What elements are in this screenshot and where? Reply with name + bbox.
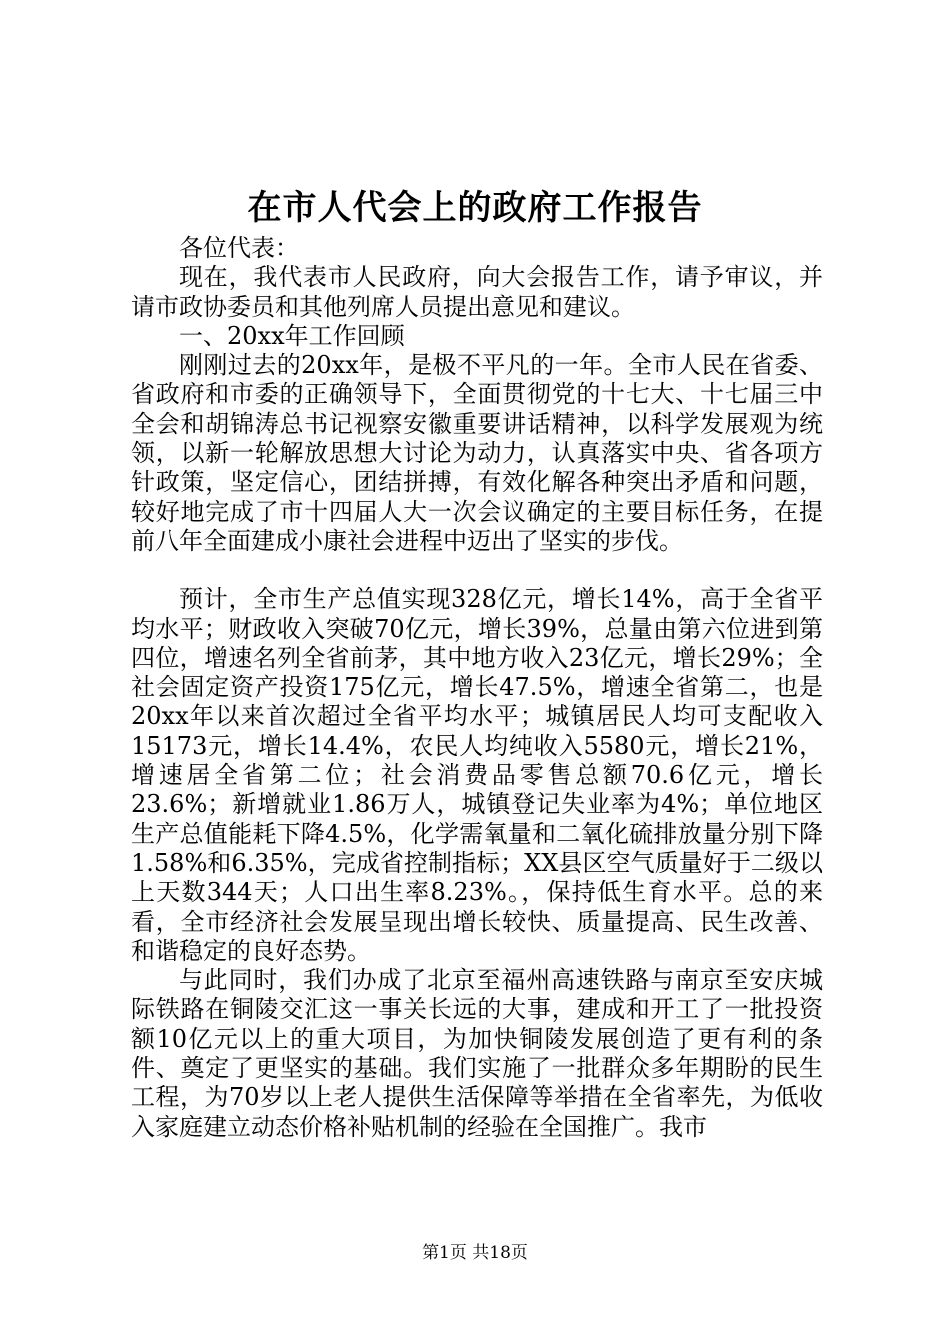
page-number-footer: 第1页 共18页 [422,1243,528,1263]
section-heading: 一、20xx年工作回顾 [179,321,405,350]
document-body [131,234,823,1142]
intro-paragraph: 现在，我代表市人民政府，向大会报告工作，请予审议，并请市政协委员和其他列席人员提出意见和建议。 [131,263,823,321]
document-title: 在市人代会上的政府工作报告 [247,188,703,228]
achievements-paragraph: 与此同时，我们办成了北京至福州高速铁路与南京至安庆城际铁路在铜陵交汇这一事关长远的大事，建成和开工了一批投资额10亿元以上的重大项目，为加快铜陵发展创造了更有利的条件、奠定了更坚实的基础。我们实施了一批群众多年期盼的民生工程，为70岁以上老人提供生活保障等举措在全省率先，为低收入家庭建立动态价格补贴机制的经验在全国推广。我市 [131,966,823,1141]
review-paragraph: 刚刚过去的20xx年，是极不平凡的一年。全市人民在省委、省政府和市委的正确领导下，全面贯彻党的十七大、十七届三中全会和胡锦涛总书记视察安徽重要讲话精神，以科学发展观为统领，以新一轮解放思想大讨论为动力，认真落实中央、省各项方针政策，坚定信心，团结拼搏，有效化解各种突出矛盾和问题，较好地完成了市十四届人大一次会议确定的主要目标任务，在提前八年全面建成小康社会进程中迈出了坚实的步伐。 [131,351,823,555]
statistics-paragraph: 预计，全市生产总值实现328亿元，增长14%，高于全省平均水平；财政收入突破70亿元，增长39%，总量由第六位进到第四位，增速名列全省前茅，其中地方收入23亿元，增长29%；全社会固定资产投资175亿元，增长47.5%，增速全省第二，也是20xx年以来首次超过全省平均水平；城镇居民人均可支配收入15173元，增长14.4%，农民人均纯收入5580元，增长21%，增速居全省第二位；社会消费品零售总额70.6亿元，增长23.6%；新增就业1.86万人，城镇登记失业率为4%；单位地区生产总值能耗下降4.5%，化学需氧量和二氧化硫排放量分别下降1.58%和6.35%，完成省控制指标；XX县区空气质量好于二级以上天数344天；人口出生率8.23%。，保持低生育水平。总的来看，全市经济社会发展呈现出增长较快、质量提高、民生改善、和谐稳定的良好态势。 [131,585,823,965]
salutation-paragraph: 各位代表： [179,234,299,262]
